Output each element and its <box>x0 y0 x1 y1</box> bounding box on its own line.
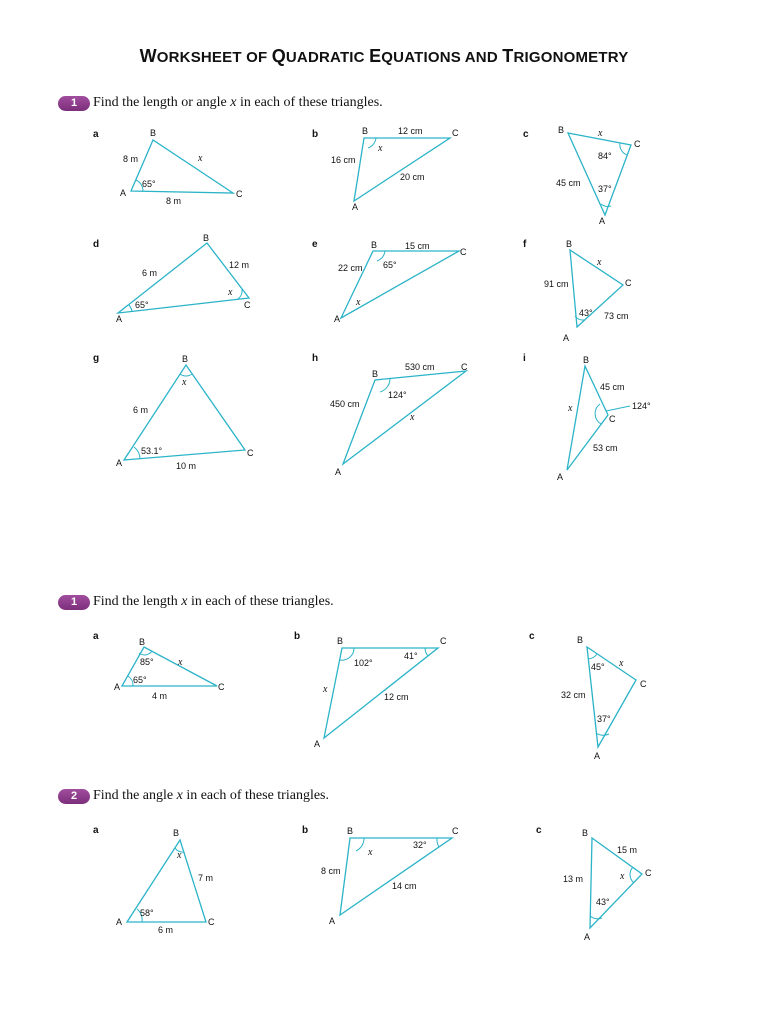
part-letter: b <box>302 825 309 836</box>
measure-label: 22 cm <box>338 263 363 273</box>
measure-label: 65° <box>133 675 147 685</box>
measure-label: B <box>566 239 573 249</box>
measure-label: 16 cm <box>331 155 356 165</box>
measure-label: 65° <box>383 260 397 270</box>
measure-label: A <box>314 739 321 749</box>
measure-label: A <box>584 932 591 942</box>
measure-label: A <box>335 467 342 477</box>
part-letter: g <box>93 353 100 364</box>
unknown-label: x <box>410 412 415 423</box>
measure-label: 32 cm <box>561 690 586 700</box>
measure-label: 91 cm <box>544 279 569 289</box>
triangle-1c <box>556 125 641 226</box>
measure-label: A <box>352 202 359 212</box>
triangle-3a <box>116 828 215 935</box>
measure-label: 45 cm <box>600 382 625 392</box>
measure-label: 20 cm <box>400 172 425 182</box>
measure-label: A <box>114 682 121 692</box>
measure-label: 10 m <box>176 461 197 471</box>
measure-label: A <box>120 188 127 198</box>
measure-label: 53 cm <box>593 443 618 453</box>
part-letter: a <box>93 825 99 836</box>
part-letter: f <box>523 239 527 250</box>
measure-label: A <box>329 916 336 926</box>
triangle-3c <box>563 828 652 942</box>
measure-label: 58° <box>140 908 154 918</box>
measure-label: 45 cm <box>556 178 581 188</box>
measure-label: A <box>116 458 123 468</box>
unknown-label: x <box>198 153 203 164</box>
measure-label: 102° <box>354 658 373 668</box>
measure-label: 12 cm <box>398 126 423 136</box>
measure-label: 41° <box>404 651 418 661</box>
triangle-2c <box>561 635 647 761</box>
measure-label: C <box>461 362 468 372</box>
unknown-label: x <box>568 403 573 414</box>
unknown-label: x <box>378 143 383 154</box>
measure-label: B <box>362 126 369 136</box>
exercise-badge: 1 <box>58 595 90 610</box>
measure-label: 4 m <box>152 691 168 701</box>
measure-label: B <box>337 636 344 646</box>
measure-label: A <box>599 216 606 226</box>
measure-label: 12 m <box>229 260 250 270</box>
triangle-2b <box>314 636 447 749</box>
triangle-1e <box>334 240 467 324</box>
triangle-1a <box>120 128 243 206</box>
measure-label: A <box>594 751 601 761</box>
part-letter: d <box>93 239 100 250</box>
unknown-label: x <box>228 287 233 298</box>
measure-label: 7 m <box>198 873 214 883</box>
part-letter: b <box>312 129 319 140</box>
part-letter: c <box>523 129 529 140</box>
unknown-label: x <box>323 684 328 695</box>
measure-label: 43° <box>579 308 593 318</box>
unknown-label: x <box>368 847 373 858</box>
measure-label: B <box>182 354 189 364</box>
measure-label: 45° <box>591 662 605 672</box>
measure-label: B <box>371 240 378 250</box>
unknown-label: x <box>597 257 602 268</box>
measure-label: 85° <box>140 657 154 667</box>
instruction-text: Find the angle x in each of these triangles. <box>93 788 329 803</box>
measure-label: C <box>208 917 215 927</box>
measure-label: C <box>645 868 652 878</box>
measure-label: 8 cm <box>321 866 341 876</box>
measure-label: B <box>558 125 565 135</box>
triangle-1i <box>557 355 651 482</box>
exercise-badge: 2 <box>58 789 90 804</box>
measure-label: C <box>218 682 225 692</box>
triangle-2a <box>114 637 225 701</box>
measure-label: C <box>440 636 447 646</box>
measure-label: B <box>347 826 354 836</box>
part-letter: c <box>536 825 542 836</box>
measure-label: B <box>583 355 590 365</box>
triangle-1f <box>544 239 632 343</box>
part-letter: b <box>294 631 301 642</box>
measure-label: 530 cm <box>405 362 435 372</box>
measure-label: 8 m <box>123 154 139 164</box>
measure-label: 14 cm <box>392 881 417 891</box>
part-letter: c <box>529 631 535 642</box>
unknown-label: x <box>619 658 624 669</box>
measure-label: B <box>577 635 584 645</box>
unknown-label: x <box>356 297 361 308</box>
measure-label: 124° <box>632 401 651 411</box>
measure-label: B <box>139 637 146 647</box>
measure-label: 6 m <box>158 925 174 935</box>
measure-label: 15 m <box>617 845 638 855</box>
measure-label: C <box>634 139 641 149</box>
instruction-text: Find the length or angle x in each of these triangles. <box>93 95 383 110</box>
unknown-label: x <box>620 871 625 882</box>
part-letter: a <box>93 631 99 642</box>
measure-label: A <box>557 472 564 482</box>
triangle-1h <box>330 362 468 477</box>
measure-label: 84° <box>598 151 612 161</box>
measure-label: A <box>563 333 570 343</box>
unknown-label: x <box>178 657 183 668</box>
measure-label: B <box>582 828 589 838</box>
measure-label: 73 cm <box>604 311 629 321</box>
measure-label: 6 m <box>133 405 149 415</box>
measure-label: 13 m <box>563 874 584 884</box>
measure-label: B <box>150 128 157 138</box>
unknown-label: x <box>177 850 182 861</box>
measure-label: C <box>244 300 251 310</box>
measure-label: A <box>116 917 123 927</box>
measure-label: C <box>609 414 616 424</box>
measure-label: 15 cm <box>405 241 430 251</box>
unknown-label: x <box>598 128 603 139</box>
measure-label: C <box>247 448 254 458</box>
measure-label: 6 m <box>142 268 158 278</box>
measure-label: C <box>640 679 647 689</box>
measure-label: 12 cm <box>384 692 409 702</box>
part-letter: i <box>523 353 526 364</box>
instruction-text: Find the length x in each of these triangles. <box>93 594 334 609</box>
exercise-badge: 1 <box>58 96 90 111</box>
triangle-3b <box>321 826 459 926</box>
unknown-label: x <box>182 377 187 388</box>
measure-label: A <box>334 314 341 324</box>
measure-label: 65° <box>142 179 156 189</box>
measure-label: B <box>173 828 180 838</box>
measure-label: B <box>372 369 379 379</box>
measure-label: 37° <box>598 184 612 194</box>
part-letter: e <box>312 239 318 250</box>
measure-label: C <box>460 247 467 257</box>
triangle-1g <box>116 354 254 471</box>
measure-label: 43° <box>596 897 610 907</box>
part-letter: a <box>93 129 99 140</box>
measure-label: 37° <box>597 714 611 724</box>
measure-label: A <box>116 314 123 324</box>
measure-label: 124° <box>388 390 407 400</box>
part-letter: h <box>312 353 319 364</box>
measure-label: C <box>236 189 243 199</box>
measure-label: 65° <box>135 300 149 310</box>
measure-label: 450 cm <box>330 399 360 409</box>
measure-label: 53.1° <box>141 446 163 456</box>
measure-label: 8 m <box>166 196 182 206</box>
triangle-1b <box>331 126 459 212</box>
measure-label: C <box>452 128 459 138</box>
measure-label: C <box>452 826 459 836</box>
triangle-1d <box>116 233 251 324</box>
worksheet-title: WORKSHEET OF QUADRATIC EQUATIONS AND TRIGONOMETRY <box>139 46 629 66</box>
measure-label: 32° <box>413 840 427 850</box>
measure-label: B <box>203 233 210 243</box>
measure-label: C <box>625 278 632 288</box>
